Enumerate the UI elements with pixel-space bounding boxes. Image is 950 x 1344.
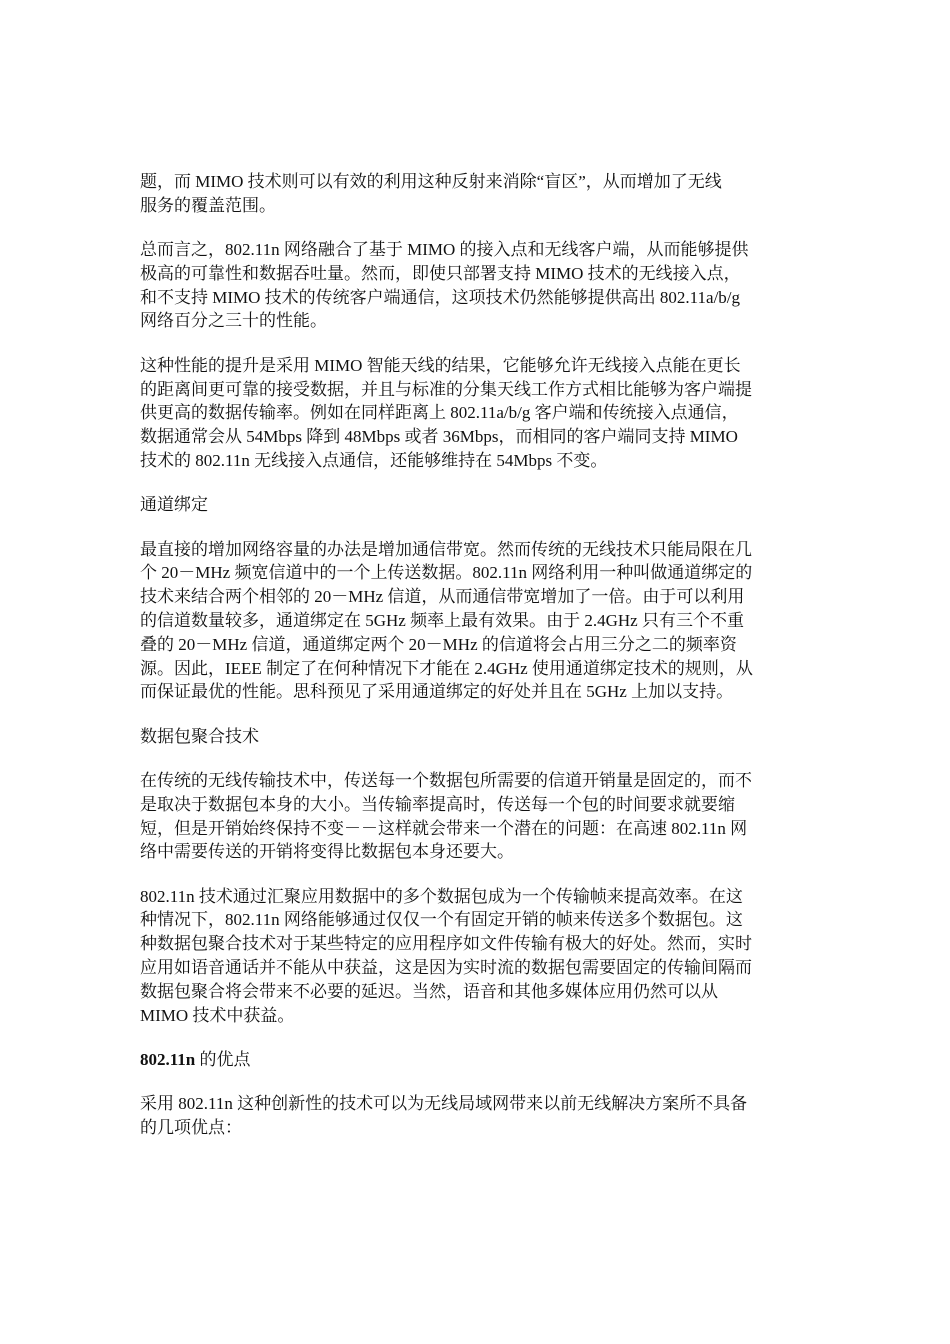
paragraph [140, 885, 830, 1028]
text-line: 极高的可靠性和数据吞吐量。然而，即使只部署支持 MIMO 技术的无线接入点， [140, 263, 741, 283]
text-line: MIMO 技术中获益。 [140, 1005, 295, 1025]
heading-bold-part: 802.11n [140, 1049, 196, 1069]
text-line: 和不支持 MIMO 技术的传统客户端通信，这项技术仍然能够提供高出 802.11a/b/g [140, 287, 741, 307]
text-line: 技术来结合两个相邻的 20－MHz 信道，从而通信带宽增加了一倍。由于可以利用 [140, 587, 745, 607]
text-line: 的距离间更可靠的接受数据，并且与标准的分集天线工作方式相比能够为客户端提 [140, 379, 752, 399]
text-line: 个 20－MHz 频宽信道中的一个上传送数据。802.11n 网络利用一种叫做通道绑定的 [140, 563, 753, 583]
text-line: 这种性能的提升是采用 MIMO 智能天线的结果，它能够允许无线接入点能在更长 [140, 355, 741, 375]
text-line: 的信道数量较多，通道绑定在 5GHz 频率上最有效果。由于 2.4GHz 只有三个不重 [140, 610, 744, 630]
text-line: 在传统的无线传输技术中，传送每一个数据包所需要的信道开销量是固定的，而不 [140, 770, 752, 790]
text-line: 题，而 MIMO 技术则可以有效的利用这种反射来消除“盲区”，从而增加了无线 [140, 172, 722, 191]
text-line: 数据通常会从 54Mbps 降到 48Mbps 或者 36Mbps，而相同的客户端同支持 MIMO [140, 427, 738, 447]
text-line: 种数据包聚合技术对于某些特定的应用程序如文件传输有极大的好处。然而，实时 [140, 934, 752, 954]
text-line: 通道绑定 [140, 495, 208, 515]
text-line: 服务的覆盖范围。 [140, 195, 276, 215]
text-line: 叠的 20－MHz 信道，通道绑定两个 20－MHz 的信道将会占用三分之二的频率资 [140, 634, 737, 654]
paragraph [140, 538, 830, 705]
text-line: 最直接的增加网络容量的办法是增加通信带宽。然而传统的无线技术只能局限在几 [140, 539, 752, 559]
text-line: 供更高的数据传输率。例如在同样距离上 802.11a/b/g 客户端和传统接入点通信， [140, 403, 739, 423]
text-line: 源。因此，IEEE 制定了在何种情况下才能在 2.4GHz 使用通道绑定技术的规则，从 [140, 658, 753, 678]
section-heading-advantages [140, 1048, 830, 1072]
paragraph [140, 354, 830, 473]
text-line: 应用如语音通话并不能从中获益，这是因为实时流的数据包需要固定的传输间隔而 [140, 958, 752, 978]
text-line: 络中需要传送的开销将变得比数据包本身还要大。 [140, 842, 514, 862]
text-line: 技术的 802.11n 无线接入点通信，还能够维持在 54Mbps 不变。 [140, 450, 608, 470]
paragraph [140, 725, 830, 749]
paragraph [140, 493, 830, 517]
text-line: 是取决于数据包本身的大小。当传输率提高时，传送每一个包的时间要求就要缩 [140, 794, 735, 814]
text-line: 802.11n 技术通过汇聚应用数据中的多个数据包成为一个传输帧来提高效率。在这 [140, 886, 743, 906]
document-page [140, 170, 830, 1160]
text-line: 总而言之，802.11n 网络融合了基于 MIMO 的接入点和无线客户端，从而能够提供 [140, 240, 749, 260]
text-line: 的几项优点： [140, 1118, 242, 1137]
text-line: 种情况下，802.11n 网络能够通过仅仅一个有固定开销的帧来传送多个数据包。这 [140, 910, 743, 930]
paragraph [140, 1092, 830, 1140]
paragraph [140, 170, 830, 218]
text-line: 而保证最优的性能。思科预见了采用通道绑定的好处并且在 5GHz 上加以支持。 [140, 682, 734, 702]
text-line: 网络百分之三十的性能。 [140, 311, 327, 331]
paragraph [140, 238, 830, 333]
paragraph [140, 769, 830, 864]
text-line: 短，但是开销始终保持不变－－这样就会带来一个潜在的问题：在高速 802.11n 网 [140, 818, 748, 838]
text-line: 数据包聚合技术 [140, 726, 259, 746]
text-line: 数据包聚合将会带来不必要的延迟。当然，语音和其他多媒体应用仍然可以从 [140, 981, 718, 1001]
heading-rest: 的优点 [195, 1049, 251, 1069]
text-line: 采用 802.11n 这种创新性的技术可以为无线局域网带来以前无线解决方案所不具备 [140, 1094, 748, 1114]
